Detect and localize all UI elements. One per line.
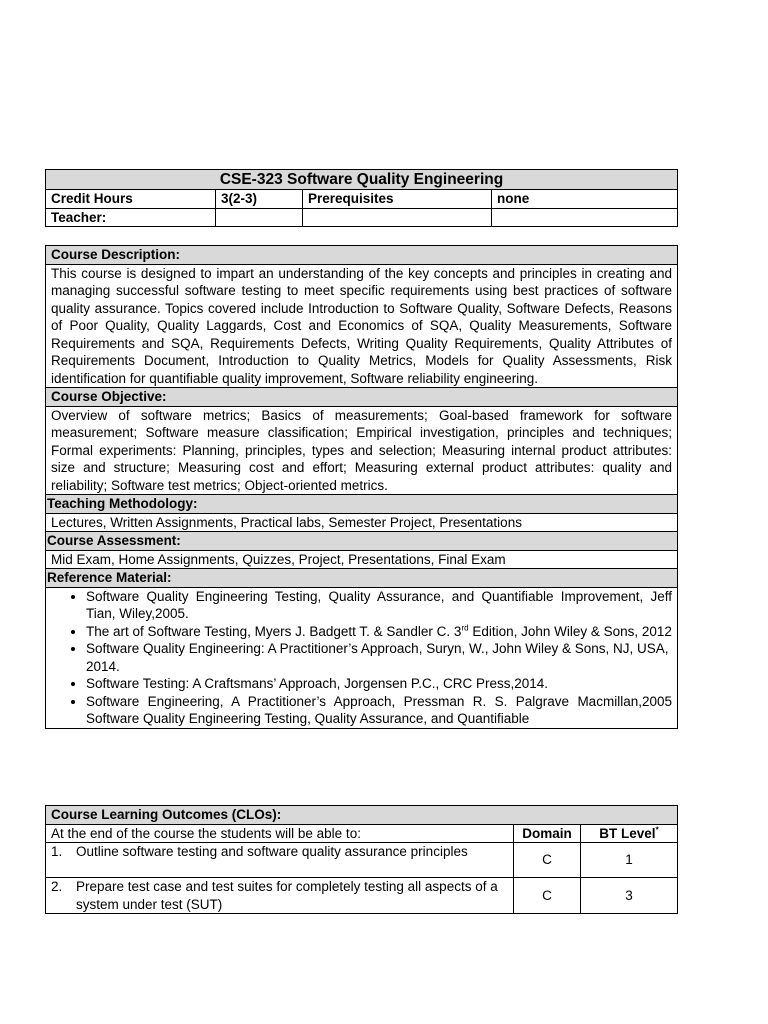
prerequisites-value: none	[492, 190, 678, 209]
clo-number: 1.	[51, 844, 63, 859]
course-assessment-label: Course Assessment:	[46, 532, 678, 551]
domain-header: Domain	[513, 824, 580, 843]
course-description-text: This course is designed to impart an understanding of the key concepts and principles in creating and managing successful software testing to meet specific requirements using best practices of software quality assurance. Topics covered include Introduction to Software Quality, Software Defects, Reasons of Poor Quality, Quality Laggards, Cost and Economics of SQA, Quality Measurements, Software Requirements and SQA, Requirements Defects, Writing Quality Requirements, Quality Attributes of Requirements Document, Introduction to Quality Metrics, Models for Quality Assessments, Risk identification for quantifiable quality improvement, Software reliability engineering.	[46, 264, 678, 388]
clo-row-text	[46, 878, 514, 914]
clo-bt-level: 3	[580, 878, 677, 914]
empty-cell	[492, 208, 678, 227]
course-objective-label: Course Objective:	[46, 388, 678, 407]
reference-item: • Software Testing: A Craftsmans’ Approach, Jorgensen P.C., CRC Press,2014.	[86, 675, 672, 693]
course-assessment-text: Mid Exam, Home Assignments, Quizzes, Project, Presentations, Final Exam	[46, 550, 678, 569]
reference-item	[86, 623, 672, 641]
credit-hours-value: 3(2-3)	[216, 190, 303, 209]
clo-outcome: Outline software testing and software quality assurance principles	[76, 844, 468, 859]
reference-material-label: Reference Material:	[46, 569, 678, 588]
clo-number: 2.	[51, 879, 63, 894]
course-header-table	[45, 169, 678, 227]
teacher-label: Teacher:	[46, 208, 216, 227]
teaching-methodology-text: Lectures, Written Assignments, Practical labs, Semester Project, Presentations	[46, 513, 678, 532]
reference-text: Edition, John Wiley & Sons, 2012	[468, 623, 672, 639]
clo-bt-level: 1	[580, 843, 677, 878]
clo-row-text	[46, 843, 514, 878]
reference-list	[51, 588, 672, 728]
empty-cell	[303, 208, 492, 227]
superscript: rd	[461, 623, 469, 632]
reference-text: The art of Software Testing, Myers J. Badgett T. & Sandler C. 3	[86, 623, 462, 639]
reference-item: • Software Quality Engineering: A Practitioner’s Approach, Suryn, W., John Wiley & Sons, NJ, USA, 2014.	[86, 640, 672, 675]
teacher-value	[216, 208, 303, 227]
course-description-label: Course Description:	[46, 246, 678, 265]
course-objective-text: Overview of software metrics; Basics of measurements; Goal-based framework for software measurement; Software measure classification; Empirical investigation, principles and techniques; Formal experiments: Planning, principles, types and selection; Measuring internal product attributes: size and structure; Measuring cost and effort; Measuring external product attributes: quality and reliability; Software test metrics; Object-oriented metrics.	[46, 406, 678, 495]
clo-table	[45, 805, 678, 914]
reference-item: • Software Quality Engineering Testing, Quality Assurance, and Quantifiable Improvement, Jeff Tian, Wiley,2005.	[86, 588, 672, 623]
bt-level-text: BT Level	[599, 825, 656, 841]
bt-level-header	[580, 824, 677, 843]
clo-intro: At the end of the course the students will be able to:	[46, 824, 514, 843]
clo-domain: C	[513, 878, 580, 914]
credit-hours-label: Credit Hours	[46, 190, 216, 209]
course-details-table	[45, 245, 678, 729]
clo-outcome: Prepare test case and test suites for completely testing all aspects of a system under test (SUT)	[76, 879, 498, 912]
reference-list-cell	[46, 587, 678, 728]
footnote-marker: *	[655, 825, 659, 834]
reference-item: • Software Engineering, A Practitioner’s Approach, Pressman R. S. Palgrave Macmillan,2005 Software Quality Engineering Testing, Quality Assurance, and Quantifiable	[86, 693, 672, 728]
prerequisites-label: Prerequisites	[303, 190, 492, 209]
teaching-methodology-label: Teaching Methodology:	[46, 495, 678, 514]
clo-domain: C	[513, 843, 580, 878]
course-title: CSE-323 Software Quality Engineering	[46, 170, 678, 190]
clo-label: Course Learning Outcomes (CLOs):	[46, 806, 678, 825]
